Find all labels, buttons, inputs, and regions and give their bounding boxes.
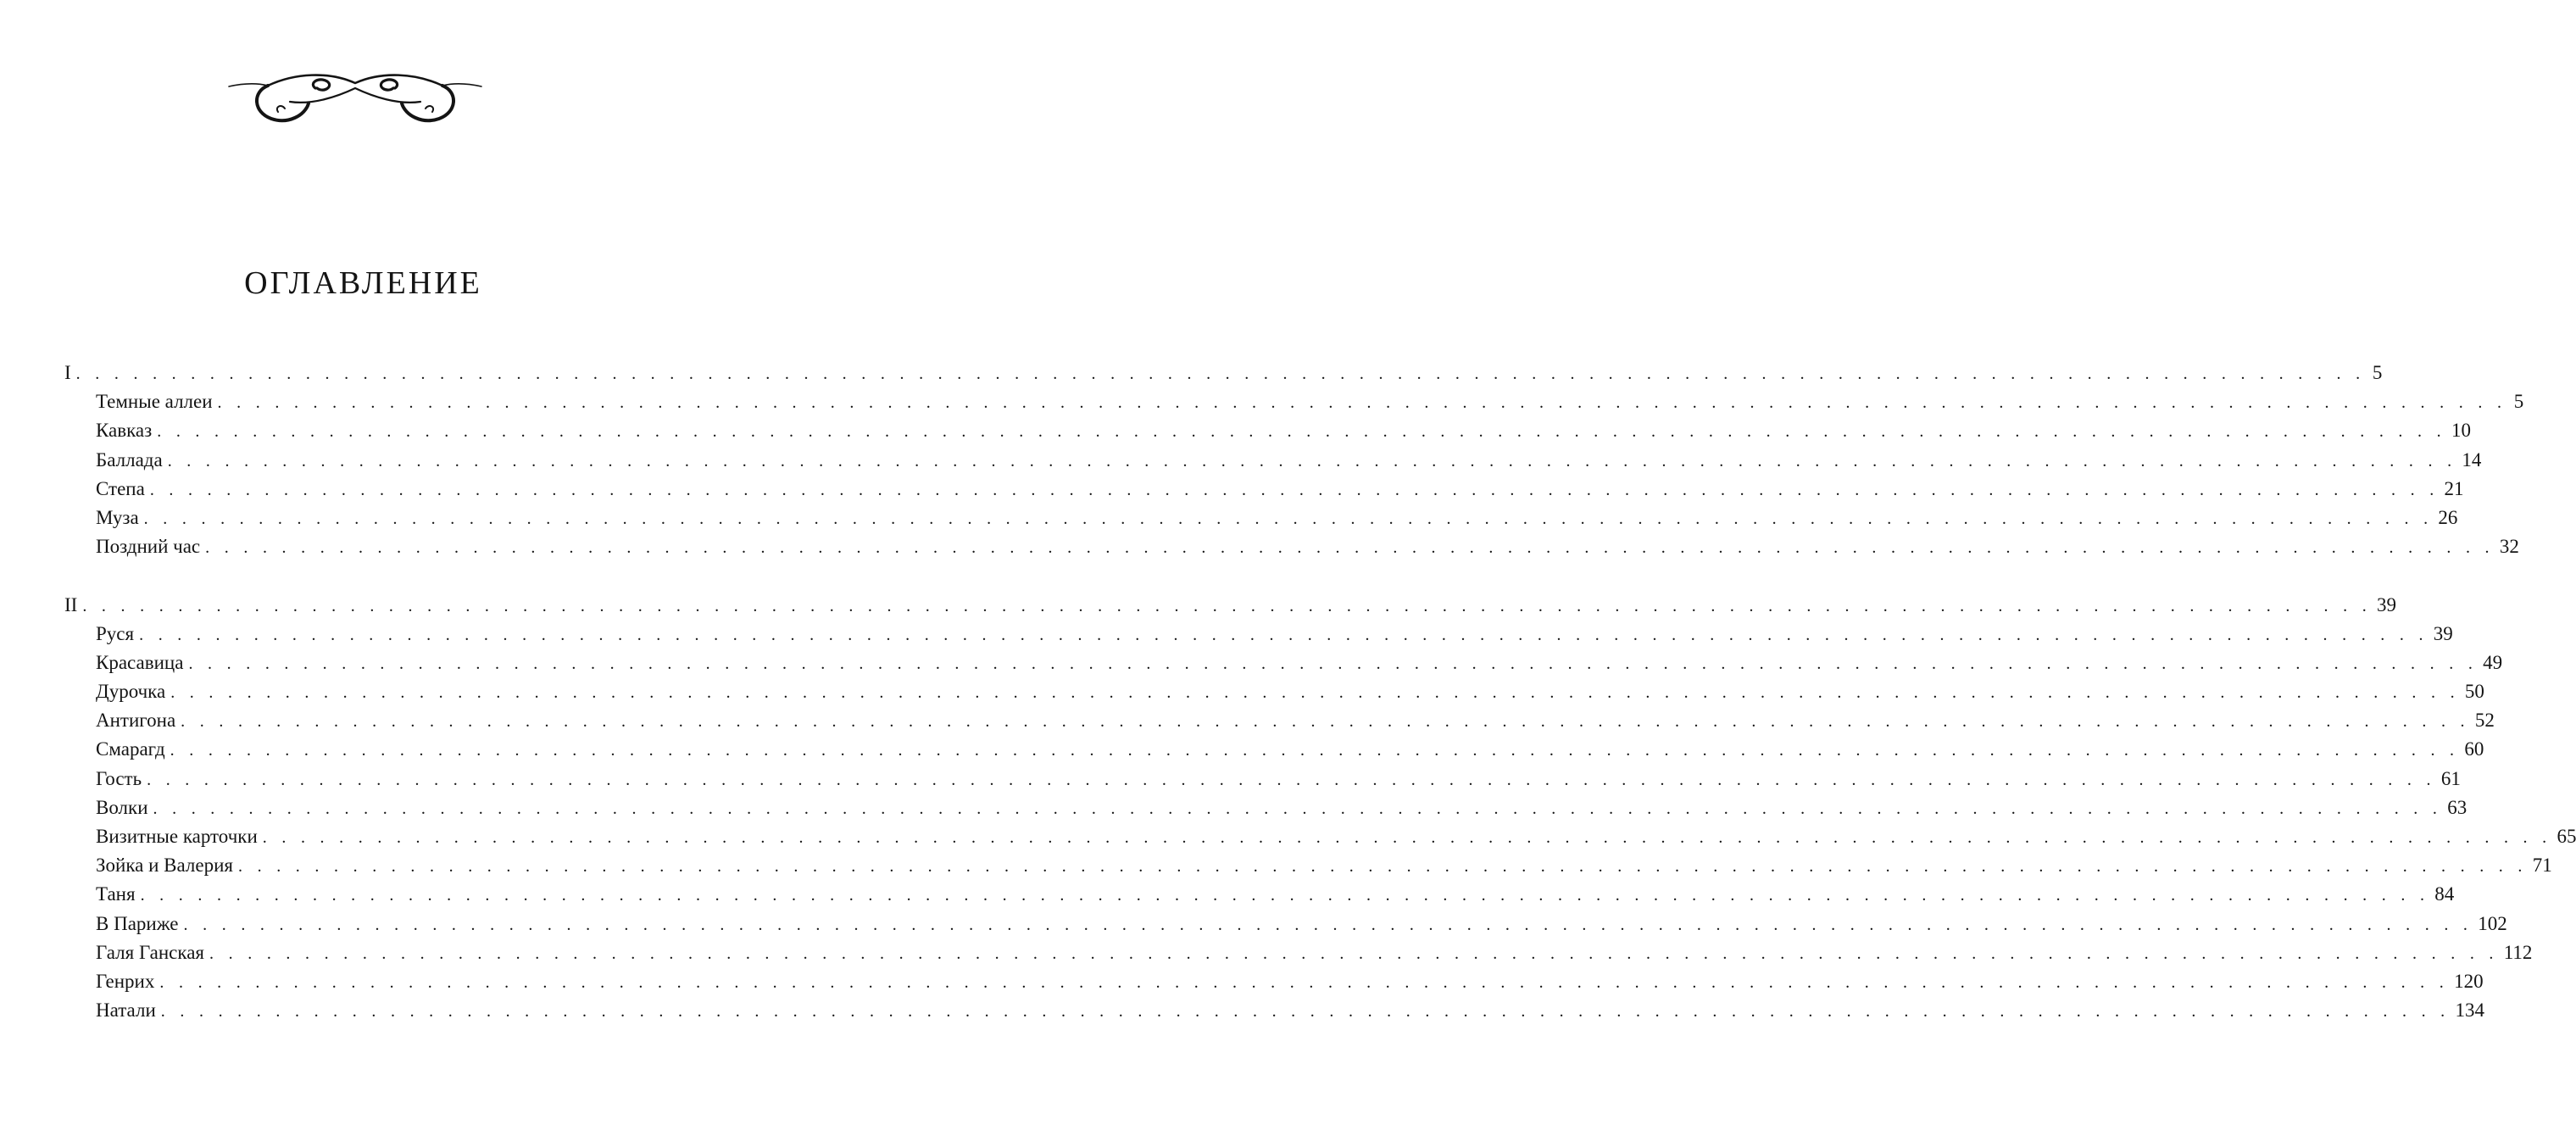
page-number: 84 (2434, 883, 2455, 905)
page-number: 61 (2440, 767, 2461, 789)
toc-entry-label: Поздний час (96, 536, 201, 558)
dot-leader: . . . . . . . . . . . . . . . . . . . . . . . . . . . . . . . . . . . . . . . . . . . . . . . . . . . . . . . . . . . . . . . . . . . . . . . . . . . . . . . . . . . . . . . . . . . . . . . . . . . . . . . . . . . . . . . . . . . . . . . . (160, 1002, 2451, 1022)
toc-entry-row (64, 416, 2471, 445)
dot-leader: . . . . . . . . . . . . . . . . . . . . . . . . . . . . . . . . . . . . . . . . . . . . . . . . . . . . . . . . . . . . . . . . . . . . . . . . . . . . . . . . . . . . . . . . . . . . . . . . . . . . . . . . . . . . . . . . . . . . . . . . (143, 509, 2434, 528)
toc-entry-row (64, 735, 2484, 764)
toc-entry-row (64, 504, 2458, 532)
dot-leader: . . . . . . . . . . . . . . . . . . . . . . . . . . . . . . . . . . . . . . . . . . . . . . . . . . . . . . . . . . . . . . . . . . . . . . . . . . . . . . . . . . . . . . . . . . . . . . . . . . . . . . . . . . . . . . . . . . . . . . . . (147, 770, 2436, 789)
toc-entry-label: Дурочка (96, 681, 166, 703)
dot-leader: . . . . . . . . . . . . . . . . . . . . . . . . . . . . . . . . . . . . . . . . . . . . . . . . . . . . . . . . . . . . . . . . . . . . . . . . . . . . . . . . . . . . . . . . . . . . . . . . . . . . . . . . . . . . . . . . . . . . . . . . (139, 625, 2429, 644)
dot-leader: . . . . . . . . . . . . . . . . . . . . . . . . . . . . . . . . . . . . . . . . . . . . . . . . . . . . . . . . . . . . . . . . . . . . . . . . . . . . . . . . . . . . . . . . . . . . . . . . . . . . . . . . . . . . . . . . . . . . . . . . (262, 828, 2552, 847)
dot-leader: . . . . . . . . . . . . . . . . . . . . . . . . . . . . . . . . . . . . . . . . . . . . . . . . . . . . . . . . . . . . . . . . . . . . . . . . . . . . . . . . . . . . . . . . . . . . . . . . . . . . . . . . . . . . . . . . . . . . . . . . (238, 857, 2528, 877)
toc-entry-label: Таня (96, 883, 136, 905)
toc-entry-row (64, 793, 2468, 822)
toc-entry-row (64, 765, 2461, 793)
page-number: 52 (2474, 710, 2495, 732)
toc-entry-label: Натали (96, 999, 156, 1022)
page-number: 10 (2451, 420, 2471, 442)
toc-entry-label: Темные аллеи (96, 391, 213, 413)
dot-leader: . . . . . . . . . . . . . . . . . . . . . . . . . . . . . . . . . . . . . . . . . . . . . . . . . . . . . . . . . . . . . . . . . . . . . . . . . . . . . . . . . . . . . . . . . . . . . . . . . . . . . . . . . . . . . . . . . . . . . . . . (209, 944, 2499, 963)
page-number: 39 (2377, 593, 2397, 615)
table-of-contents (64, 359, 2576, 1025)
page-title: ОГЛАВЛЕНИЕ (244, 265, 482, 301)
page-number: 32 (2499, 536, 2519, 558)
toc-part-label: II (64, 593, 78, 615)
page-number: 50 (2464, 681, 2484, 703)
toc-part-row (64, 591, 2397, 620)
dot-leader: . . . . . . . . . . . . . . . . . . . . . . . . . . . . . . . . . . . . . . . . . . . . . . . . . . . . . . . . . . . . . . . . . . . . . . . . . . . . . . . . . . . . . . . . . . . . . . . . . . . . . . . . . . . . . . . . . . . . . . . . (205, 538, 2495, 558)
dot-leader: . . . . . . . . . . . . . . . . . . . . . . . . . . . . . . . . . . . . . . . . . . . . . . . . . . . . . . . . . . . . . . . . . . . . . . . . . . . . . . . . . . . . . . . . . . . . . . . . . . . . . . . . . . . . . . . . . . . . . . . . (183, 915, 2473, 934)
page-number: 134 (2455, 999, 2484, 1022)
page-number: 120 (2454, 970, 2484, 992)
dot-leader: . . . . . . . . . . . . . . . . . . . . . . . . . . . . . . . . . . . . . . . . . . . . . . . . . . . . . . . . . . . . . . . . . . . . . . . . . . . . . . . . . . . . . . . . . . . . . . . . . . . . . . . . . . . . . . . . . . . . . . . . (167, 451, 2457, 470)
page-number: 21 (2444, 477, 2464, 499)
dot-leader: . . . . . . . . . . . . . . . . . . . . . . . . . . . . . . . . . . . . . . . . . . . . . . . . . . . . . . . . . . . . . . . . . . . . . . . . . . . . . . . . . . . . . . . . . . . . . . . . . . . . . . . . . . . . . . . . . . . . . . . . (157, 422, 2446, 442)
toc-part-label: I (64, 362, 71, 383)
toc-entry-label: Руся (96, 622, 135, 644)
toc-part-row (64, 359, 2383, 387)
toc-entry-label: Волки (96, 796, 148, 818)
page-number: 63 (2447, 796, 2468, 818)
page-number: 102 (2478, 912, 2507, 934)
page-number: 5 (2513, 391, 2524, 413)
dot-leader: . . . . . . . . . . . . . . . . . . . . . . . . . . . . . . . . . . . . . . . . . . . . . . . . . . . . . . . . . . . . . . . . . . . . . . . . . . . . . . . . . . . . . . . . . . . . . . . . . . . . . . . . . . . . . . . . . . . . . . . . (170, 683, 2460, 703)
toc-entry-row (64, 996, 2484, 1025)
toc-entry-row (64, 677, 2484, 706)
page-number: 5 (2372, 362, 2383, 383)
page-number: 60 (2464, 738, 2484, 760)
dot-leader: . . . . . . . . . . . . . . . . . . . . . . . . . . . . . . . . . . . . . . . . . . . . . . . . . . . . . . . . . . . . . . . . . . . . . . . . . . . . . . . . . . . . . . . . . . . . . . . . . . . . . . . . . . . . . . . . . . . . . . . . (170, 741, 2460, 760)
toc-entry-label: Красавица (96, 651, 184, 673)
toc-entry-row (64, 475, 2464, 504)
toc-entry-label: Кавказ (96, 420, 153, 442)
page-number: 65 (2557, 826, 2576, 847)
toc-entry-row (64, 910, 2507, 938)
toc-entry-label: Муза (96, 506, 139, 528)
dot-leader: . . . . . . . . . . . . . . . . . . . . . . . . . . . . . . . . . . . . . . . . . . . . . . . . . . . . . . . . . . . . . . . . . . . . . . . . . . . . . . . . . . . . . . . . . . . . . . . . . . . . . . . . . . . . . . . . . . . . . . . . (153, 799, 2443, 818)
toc-entry-row (64, 880, 2455, 909)
toc-entry-label: Смарагд (96, 738, 165, 760)
page-number: 71 (2532, 855, 2552, 877)
toc-entry-label: Гость (96, 767, 142, 789)
toc-entry-label: Зойка и Валерия (96, 855, 233, 877)
dot-leader: . . . . . . . . . . . . . . . . . . . . . . . . . . . . . . . . . . . . . . . . . . . . . . . . . . . . . . . . . . . . . . . . . . . . . . . . . . . . . . . . . . . . . . . . . . . . . . . . . . . . . . . . . . . . . . . . . . . . . . . . (217, 393, 2507, 413)
dot-leader: . . . . . . . . . . . . . . . . . . . . . . . . . . . . . . . . . . . . . . . . . . . . . . . . . . . . . . . . . . . . . . . . . . . . . . . . . . . . . . . . . . . . . . . . . . . . . . . . . . . . . . . . . . . . . . . . . . . . . . . . (188, 654, 2479, 673)
toc-entry-row (64, 938, 2533, 967)
page-number: 14 (2462, 448, 2482, 470)
toc-entry-row (64, 851, 2552, 880)
toc-entry-row (64, 620, 2453, 649)
page-number: 39 (2433, 622, 2453, 644)
dot-leader: . . . . . . . . . . . . . . . . . . . . . . . . . . . . . . . . . . . . . . . . . . . . . . . . . . . . . . . . . . . . . . . . . . . . . . . . . . . . . . . . . . . . . . . . . . . . . . . . . . . . . . . . . . . . . . . . . . . . . . . . (75, 365, 2366, 383)
page-number: 26 (2438, 506, 2458, 528)
toc-entry-label: Баллада (96, 448, 163, 470)
dot-leader: . . . . . . . . . . . . . . . . . . . . . . . . . . . . . . . . . . . . . . . . . . . . . . . . . . . . . . . . . . . . . . . . . . . . . . . . . . . . . . . . . . . . . . . . . . . . . . . . . . . . . . . . . . . . . . . . . . . . . . . . (149, 480, 2440, 499)
toc-entry-label: В Париже (96, 912, 179, 934)
dot-leader: . . . . . . . . . . . . . . . . . . . . . . . . . . . . . . . . . . . . . . . . . . . . . . . . . . . . . . . . . . . . . . . . . . . . . . . . . . . . . . . . . . . . . . . . . . . . . . . . . . . . . . . . . . . . . . . . . . . . . . . . (82, 596, 2373, 615)
toc-entry-label: Визитные карточки (96, 826, 258, 847)
toc-entry-label: Галя Ганская (96, 941, 205, 963)
toc-entry-row (64, 706, 2495, 735)
section-spacer (64, 561, 648, 590)
flourish-ornament-icon (227, 63, 483, 129)
toc-entry-row (64, 446, 2482, 475)
toc-entry-label: Антигона (96, 710, 176, 732)
toc-entry-label: Генрих (96, 970, 155, 992)
toc-entry-row (64, 822, 2576, 851)
page-number: 112 (2503, 941, 2533, 963)
dot-leader: . . . . . . . . . . . . . . . . . . . . . . . . . . . . . . . . . . . . . . . . . . . . . . . . . . . . . . . . . . . . . . . . . . . . . . . . . . . . . . . . . . . . . . . . . . . . . . . . . . . . . . . . . . . . . . . . . . . . . . . . (159, 972, 2450, 992)
toc-entry-label: Степа (96, 477, 145, 499)
toc-entry-row (64, 967, 2484, 996)
dot-leader: . . . . . . . . . . . . . . . . . . . . . . . . . . . . . . . . . . . . . . . . . . . . . . . . . . . . . . . . . . . . . . . . . . . . . . . . . . . . . . . . . . . . . . . . . . . . . . . . . . . . . . . . . . . . . . . . . . . . . . . . (181, 712, 2470, 732)
page-number: 49 (2483, 651, 2503, 673)
toc-entry-row (64, 387, 2524, 416)
toc-entry-row (64, 649, 2503, 677)
toc-entry-row (64, 532, 2519, 561)
dot-leader: . . . . . . . . . . . . . . . . . . . . . . . . . . . . . . . . . . . . . . . . . . . . . . . . . . . . . . . . . . . . . . . . . . . . . . . . . . . . . . . . . . . . . . . . . . . . . . . . . . . . . . . . . . . . . . . . . . . . . . . . (140, 886, 2430, 905)
